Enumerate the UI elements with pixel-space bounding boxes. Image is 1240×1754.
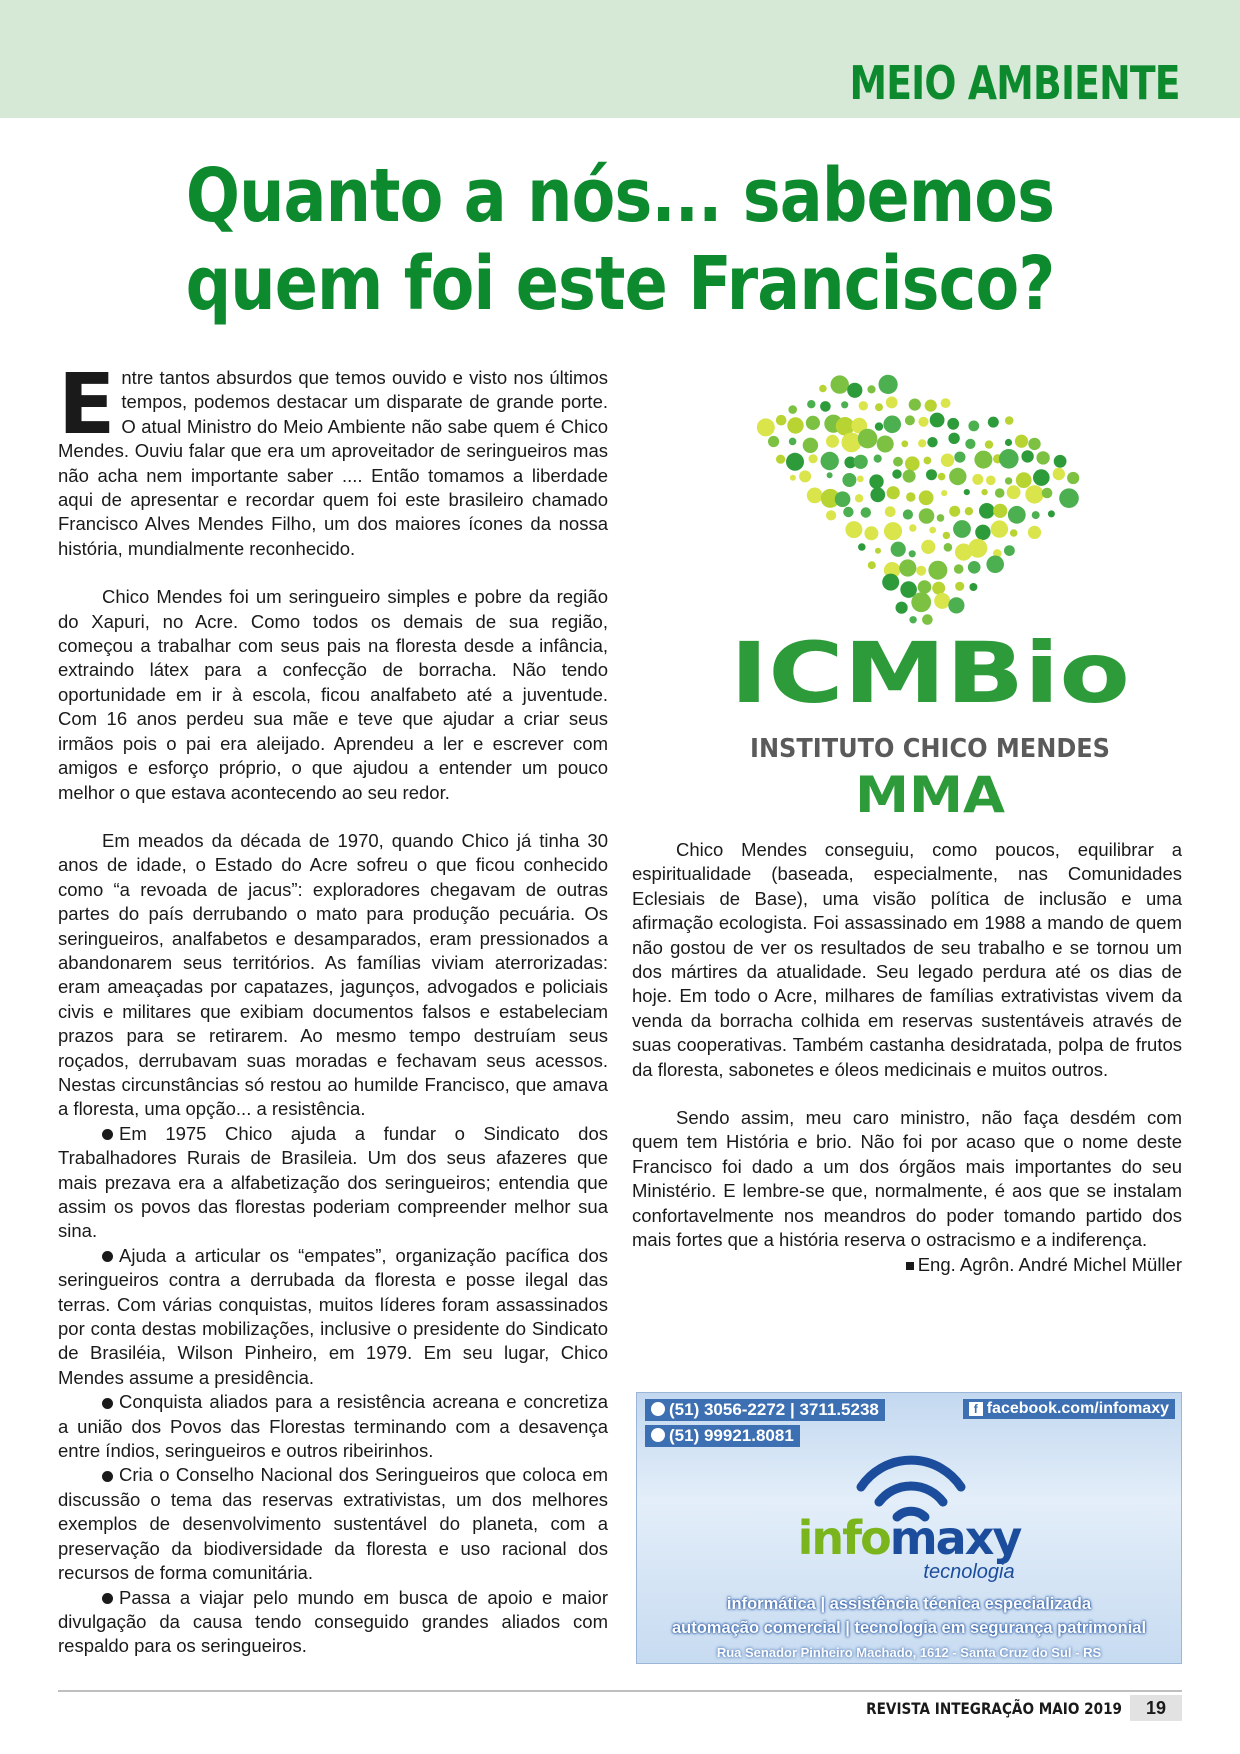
logo-dot (1005, 439, 1012, 446)
logo-dot (891, 542, 906, 557)
logo-dot (981, 489, 987, 495)
logo-mma: MMA (855, 766, 1006, 822)
drop-cap: E (58, 355, 116, 453)
logo-dot (905, 415, 915, 425)
logo-dot (847, 383, 862, 398)
logo-dot (869, 474, 883, 488)
logo-dot (864, 526, 878, 540)
ad-address: Rua Senador Pinheiro Machado, 1612 - Santa Cruz do Sul - RS (716, 1645, 1102, 1660)
ad-facebook[interactable] (963, 1399, 1175, 1419)
square-bullet-icon (906, 1262, 914, 1270)
ad-phone-2-text: (51) 99921.8081 (669, 1426, 794, 1445)
logo-dot (870, 487, 885, 502)
logo-dot (887, 486, 900, 499)
logo-dot (1053, 468, 1065, 480)
logo-dot (757, 418, 775, 436)
icmbio-logo (720, 372, 1140, 822)
paragraph-2: Chico Mendes foi um seringueiro simples e pobre da região do Xapuri, no Acre. Como todos os demais de sua região, começou a trabalhar com seus pais na floresta desde a infância, extraindo látex para a confecção de borracha. Não tendo oportunidade em ir à escola, ficou analfabeto até a juventude. Com 16 anos perdeu sua mãe e teve que ajudar a criar seus irmãos pois o pai era aleijado. Aprendeu a ler e escrever com amigos e esforço próprio, o que ajudou a entender um pouco melhor o que estava acontecendo ao seu redor. (58, 586, 608, 803)
logo-dot (1028, 526, 1041, 539)
footer-publication: REVISTA INTEGRAÇÃO MAIO 2019 (866, 1699, 1122, 1718)
logo-dot (941, 398, 951, 408)
logo-dot (965, 439, 975, 449)
intro-text: ntre tantos absurdos que temos ouvido e visto nos últimos tempos, podemos destacar um disparate de grande porte. O atual Ministro do Meio Ambiente não sabe quem é Chico Mendes. Ouviu falar que era um aproveitador de seringueiros mas não acha nem importante saber .... Então tomamos a liberdade aqui de apresentar e recordar quem foi este brasileiro chamado Francisco Alves Mendes Filho, um dos maiores ícones da nossa história, mundialmente reconhecido. (58, 367, 608, 559)
logo-dot (790, 475, 796, 481)
logo-dot (882, 574, 899, 591)
intro-paragraph (58, 355, 608, 561)
logo-dot (1059, 488, 1079, 508)
logo-dot (949, 468, 966, 485)
logo-dot (1007, 485, 1021, 499)
logo-dot (1033, 469, 1050, 486)
logo-dot (943, 532, 950, 539)
logo-dot (972, 474, 983, 485)
logo-dot (826, 510, 836, 520)
logo-dot (807, 488, 823, 504)
bullet-item (58, 1463, 608, 1585)
logo-dot (949, 506, 960, 517)
logo-dot (859, 401, 868, 410)
ad-brand-maxy: maxy (889, 1511, 1021, 1565)
logo-dot (877, 436, 894, 453)
logo-dot (941, 454, 954, 467)
logo-dot (786, 453, 804, 471)
brazil-dots-map (757, 375, 1080, 625)
logo-dot (841, 401, 848, 408)
article-title-line2: quem foi este Francisco? (185, 241, 1055, 327)
logo-dot (858, 429, 878, 449)
logo-dot (787, 417, 803, 433)
logo-dot (1016, 472, 1032, 488)
logo-dot (845, 521, 862, 538)
logo-dot (875, 548, 881, 554)
logo-dot (896, 602, 908, 614)
logo-dot (842, 473, 856, 487)
logo-dot (947, 418, 959, 430)
logo-dot (1021, 450, 1033, 462)
logo-dot (918, 417, 928, 427)
logo-dot (901, 440, 908, 447)
logo-dot (953, 520, 971, 538)
logo-dot (768, 436, 779, 447)
logo-dot (806, 416, 820, 430)
logo-dot (937, 514, 945, 522)
phone-icon (651, 1402, 665, 1416)
article-title (0, 152, 1240, 328)
facebook-icon: f (969, 1402, 983, 1416)
logo-dot (809, 454, 818, 463)
logo-dot (861, 507, 871, 517)
logo-dot (955, 582, 964, 591)
logo-dot (803, 438, 818, 453)
logo-dot (986, 556, 1004, 574)
logo-dot (884, 522, 902, 540)
right-column (632, 838, 1182, 1277)
logo-dot (932, 582, 945, 595)
logo-dot (948, 433, 959, 444)
bullet-icon (102, 1251, 113, 1262)
logo-dot (1067, 472, 1079, 484)
logo-dot (968, 421, 979, 432)
bullet-icon (102, 1471, 113, 1482)
logo-dot (909, 399, 921, 411)
logo-dot (1015, 435, 1028, 448)
author-signature (632, 1253, 1182, 1277)
logo-dot (807, 400, 815, 408)
ad-brand-info: info (797, 1511, 890, 1565)
ad-services-2: automação comercial | tecnologia em segurança patrimonial (671, 1619, 1147, 1637)
logo-dot (954, 452, 965, 463)
logo-dot (858, 543, 866, 551)
logo-dot (826, 435, 839, 448)
logo-dot (999, 449, 1019, 469)
logo-dot (1036, 451, 1049, 464)
logo-dot (1008, 506, 1026, 524)
logo-dot (1042, 488, 1053, 499)
logo-dot (911, 592, 931, 612)
logo-dot (905, 456, 920, 471)
logo-dot (879, 375, 898, 394)
logo-subtitle: INSTITUTO CHICO MENDES (750, 734, 1110, 764)
whatsapp-icon (651, 1428, 665, 1442)
logo-dot (1054, 455, 1067, 468)
logo-dot (944, 543, 953, 552)
logo-dot (903, 470, 916, 483)
logo-dot (875, 403, 883, 411)
logo-dot (855, 494, 863, 502)
logo-dot (919, 508, 935, 524)
footer-rule (58, 1690, 1182, 1692)
logo-dot (925, 400, 937, 412)
logo-dot (985, 440, 993, 448)
logo-dot (979, 503, 995, 519)
logo-dot (903, 509, 913, 519)
paragraph-3: Em meados da década de 1970, quando Chico já tinha 30 anos de idade, o Estado do Acre sofreu o que ficou conhecido como “a revoada de jacus”: exploradores chegavam de outras partes do país derrubando o mato para produção pecuária. Os seringueiros, analfabetos e desamparados, eram pressionados a abandonarem seus territórios. As famílias viviam aterrorizadas: eram ameaçadas por capatazes, jagunços, advogados e policiais civis e militares que exibiam documentos falsos e estabeleciam prazos para se retirarem. Ao mesmo tempo destruíam seus roçados, derrubavam suas moradas e fechavam seus acessos. Nestas circunstâncias só restou ao humilde Francisco, que amava a floresta, uma opção... a resistência. (58, 829, 608, 1120)
logo-dot (993, 504, 1007, 518)
logo-dot (1025, 485, 1043, 503)
logo-dot (921, 540, 935, 554)
logo-dot (789, 438, 797, 446)
infomaxy-ad[interactable] (636, 1392, 1182, 1664)
logo-dot (988, 417, 999, 428)
logo-dot (857, 476, 864, 483)
logo-dot (885, 506, 896, 517)
logo-dot (918, 580, 932, 594)
author-name: Eng. Agrôn. André Michel Müller (917, 1253, 1182, 1275)
logo-dot (948, 597, 964, 613)
logo-dot (968, 561, 981, 574)
logo-dot (835, 491, 851, 507)
logo-dot (875, 422, 883, 430)
bullet-item (58, 1244, 608, 1390)
bullet-text: Cria o Conselho Nacional dos Seringueiros que coloca em discussão o tema das reservas extrativistas, um dos melhores exemplos de desenvolvimento sustentável do planeta, com a preservação da biodiversidade da floresta e uso racional dos recursos de forma comunitária. (58, 1464, 608, 1584)
logo-dot (874, 455, 882, 463)
logo-dot (883, 416, 901, 434)
logo-dot (867, 385, 875, 393)
logo-dot (1004, 545, 1015, 556)
logo-dot (995, 488, 1005, 498)
logo-dot (831, 375, 849, 393)
bullet-text: Passa a viajar pelo mundo em busca de apoio e maior divulgação da causa tendo conseguido grandes aliados com respaldo para os seringueiros. (58, 1586, 608, 1657)
page-number: 19 (1130, 1695, 1182, 1721)
logo-dot (819, 385, 827, 393)
logo-dot (799, 470, 811, 482)
bullet-text: Em 1975 Chico ajuda a fundar o Sindicato dos Trabalhadores Rurais de Brasileia. Um dos seus afazeres que mais prezava era a alfabetização dos seringueiros; entendia que assim os povos das florestas poderiam compreender melhor sua sina. (58, 1122, 608, 1242)
ad-tagline: tecnologia (923, 1561, 1015, 1583)
logo-dot (776, 415, 787, 426)
logo-dot (919, 490, 934, 505)
logo-dot (854, 455, 868, 469)
bullet-icon (102, 1398, 113, 1409)
bullet-text: Ajuda a articular os “empates”, organização pacífica dos seringueiros contra a derrubada da floresta e posse ilegal das terras. Com várias conquistas, muitos líderes foram assassinados por conta destas mobilizações, inclusive o presidente do Sindicato de Brasiléia, Wilson Pinheiro, em 1979. Em seu lugar, Chico Mendes assume a presidência. (58, 1244, 608, 1388)
logo-dot (909, 616, 916, 623)
logo-dot (1028, 438, 1040, 450)
logo-dot (909, 524, 916, 531)
logo-dot (820, 401, 831, 412)
bullet-item (58, 1122, 608, 1244)
left-column (58, 355, 608, 1659)
logo-dot (827, 472, 833, 478)
logo-wordmark: ICMBio (730, 624, 1130, 722)
bullet-icon (102, 1129, 113, 1140)
logo-dot (941, 490, 947, 496)
logo-dot (909, 550, 916, 557)
logo-dot (969, 583, 977, 591)
logo-dot (975, 525, 990, 540)
paragraph-5: Sendo assim, meu caro ministro, não faça desdém com quem tem História e brio. Não foi por acaso que o nome deste Francisco foi dado a um dos órgãos mais importantes do seu Ministério. E lembre-se que, normalmente, é aos que se instalam confortavelmente nos meandros do poder tomando partido dos mais fortes que a história reserva o ostracismo e a indiferença. (632, 1107, 1182, 1251)
ad-brand (637, 1513, 1181, 1563)
logo-dot (1048, 510, 1055, 517)
logo-dot (965, 507, 973, 515)
logo-dot (954, 564, 964, 574)
logo-dot (892, 469, 901, 478)
logo-dot (1005, 416, 1014, 425)
article-title-line1: Quanto a nós... sabemos (185, 153, 1055, 239)
logo-dot (868, 561, 876, 569)
logo-dot (934, 593, 950, 609)
logo-dot (929, 527, 936, 534)
logo-dot (843, 507, 853, 517)
ad-services-1: informática | assistência técnica especializada (726, 1595, 1092, 1613)
logo-dot (927, 437, 937, 447)
logo-dot (776, 455, 785, 464)
bullet-item (58, 1390, 608, 1463)
logo-dot (893, 457, 903, 467)
logo-dot (974, 451, 992, 469)
logo-dot (821, 452, 839, 470)
bullet-text: Conquista aliados para a resistência acreana e concretiza a união dos Povos das Florestas terminando com a desavença entre índios, seringueiros e outros ribeirinhos. (58, 1391, 608, 1462)
logo-dot (1032, 511, 1040, 519)
logo-dot (924, 457, 932, 465)
logo-dot (986, 476, 996, 486)
ad-phone-2 (645, 1425, 800, 1447)
logo-dot (964, 489, 970, 495)
logo-dot (916, 566, 926, 576)
ad-facebook-text: facebook.com/infomaxy (986, 1400, 1169, 1417)
logo-dot (1010, 529, 1018, 537)
paragraph-4: Chico Mendes conseguiu, como poucos, equilibrar a espiritualidade (baseada, especialmente, nas Comunidades Eclesiais de Base), uma visão política de inclusão e uma afirmação ecologista. Foi assassinado em 1988 a mando de quem não gostou de ver os resultados de seu trabalho e se tornou um dos mártires da atualidade. Seu legado perdura até os dias de hoje. Em todo o Acre, milhares de famílias extrativistas vivem da venda da borracha colhida em reservas sustentáveis através de suas cooperativas. Também castanha desidratada, polpa de frutos da floresta, sabonetes e óleos medicinais e muitos outros. (632, 839, 1182, 1080)
ad-phone-1-text: (51) 3056-2272 | 3711.5238 (669, 1400, 879, 1419)
section-label: MEIO AMBIENTE (849, 56, 1180, 110)
logo-dot (1005, 477, 1012, 484)
logo-dot (899, 559, 916, 576)
logo-dot (918, 439, 926, 447)
logo-dot (968, 539, 987, 558)
logo-dot (906, 492, 915, 501)
logo-dot (926, 469, 937, 480)
ad-phone-1 (645, 1399, 885, 1421)
logo-dot (928, 561, 947, 580)
bullet-icon (102, 1593, 113, 1604)
bullet-item (58, 1586, 608, 1659)
logo-dot (991, 520, 1008, 537)
logo-dot (886, 397, 898, 409)
logo-dot (930, 413, 945, 428)
logo-dot (788, 405, 797, 414)
logo-dot (938, 473, 946, 481)
